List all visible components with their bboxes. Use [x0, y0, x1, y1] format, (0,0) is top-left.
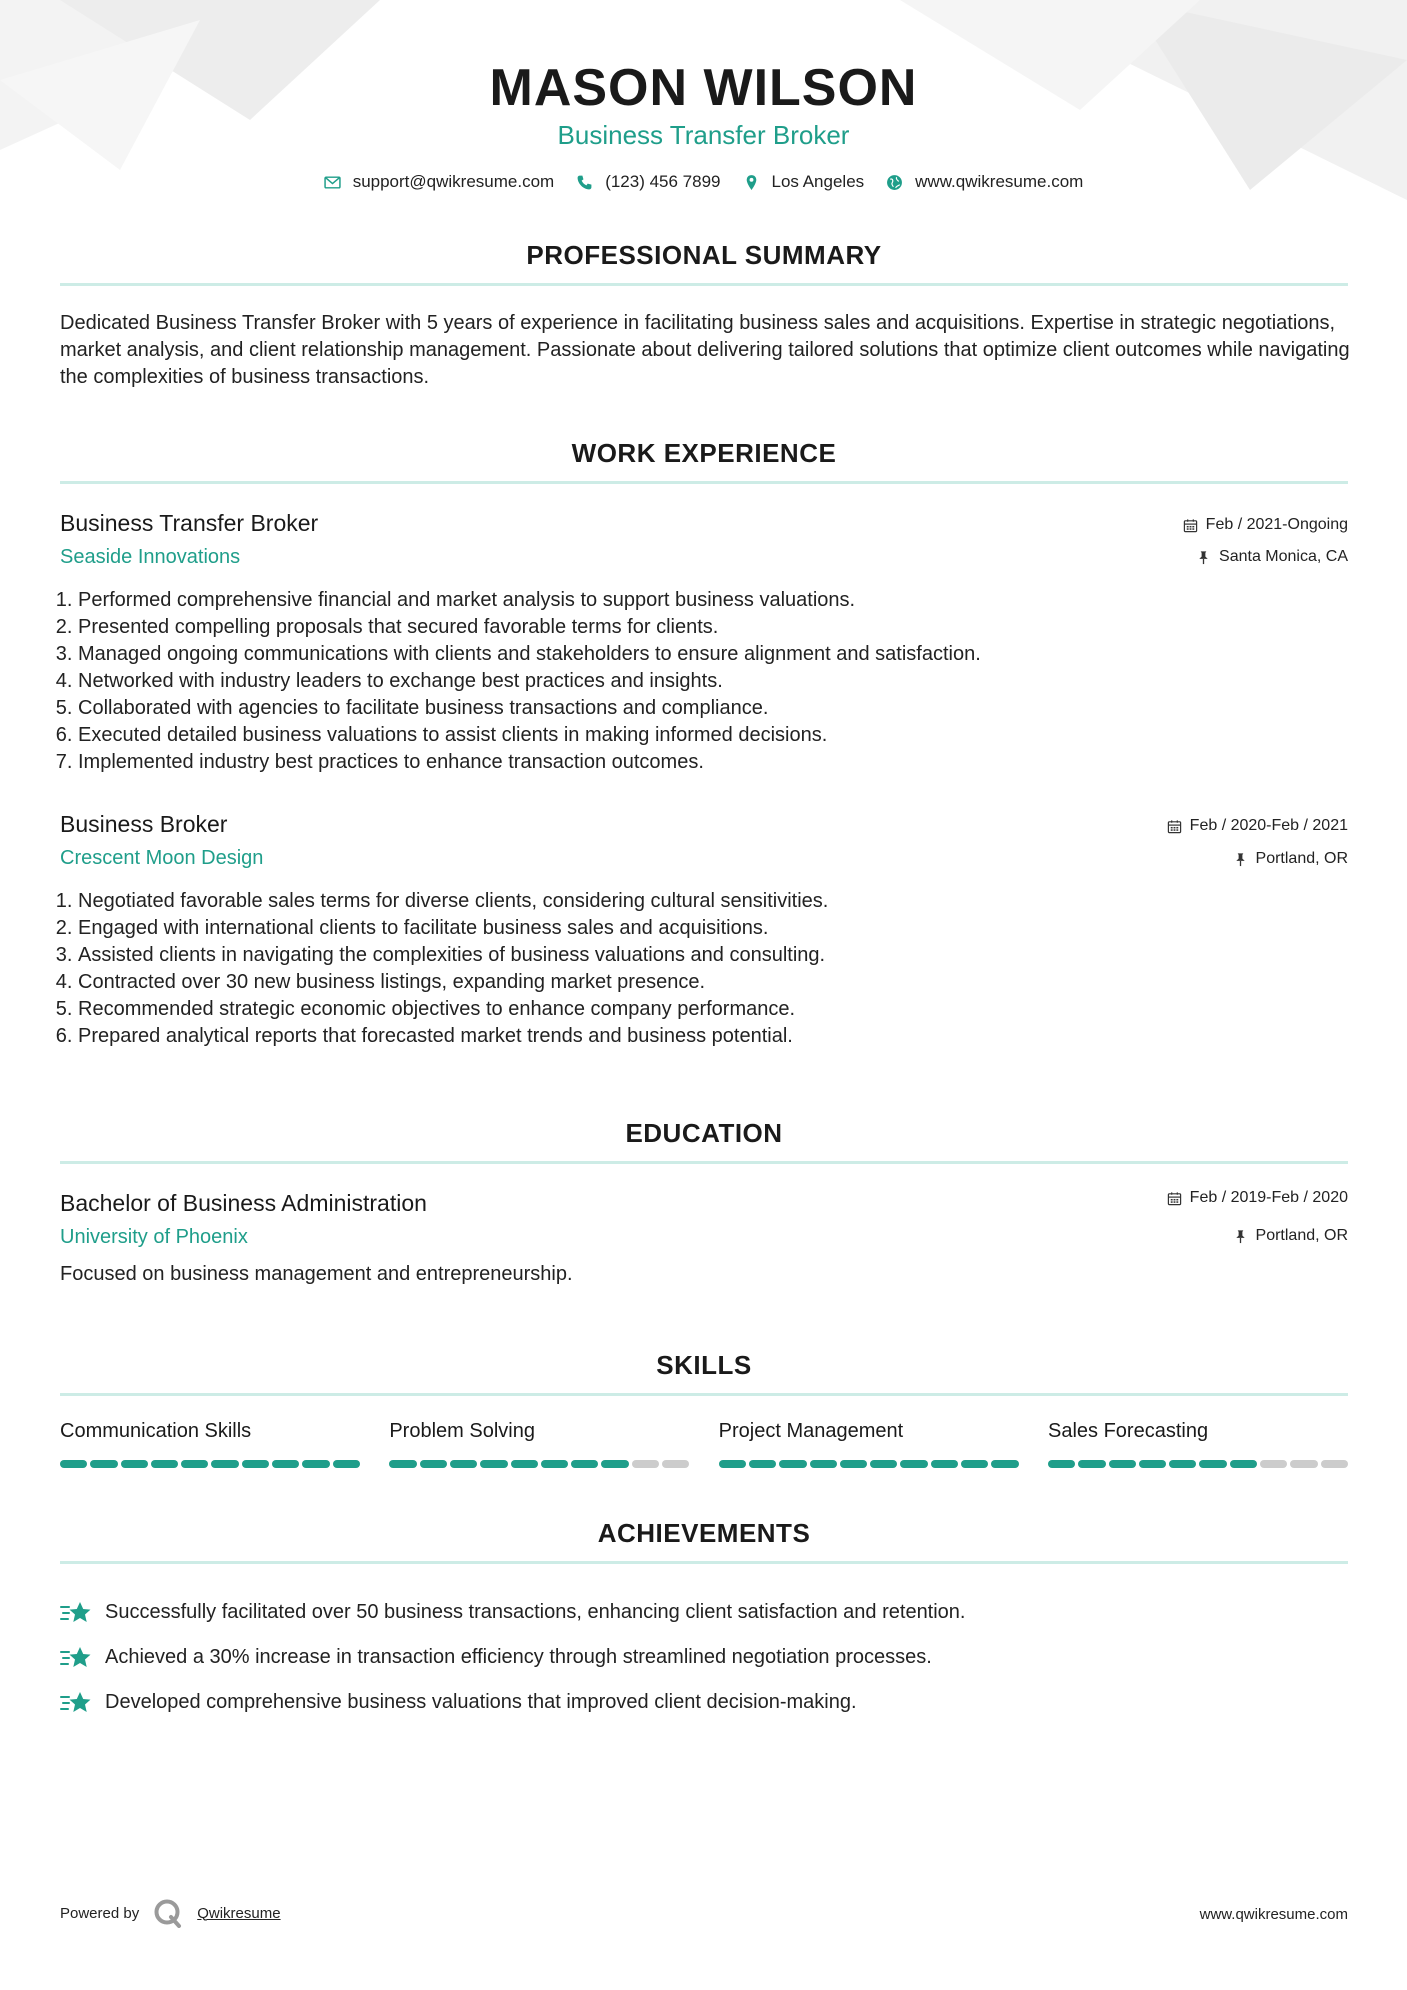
skill-level-segment-filled — [900, 1460, 927, 1468]
job-location-text: Portland, OR — [1255, 850, 1348, 867]
skill-level-segment-filled — [90, 1460, 117, 1468]
responsibility-item: 5. Collaborated with agencies to facilitate business transactions and compliance. — [78, 695, 1328, 722]
pushpin-icon — [1233, 1229, 1248, 1244]
skill-level-segment-filled — [1109, 1460, 1136, 1468]
job-responsibilities — [58, 587, 1328, 776]
job-dates-text: Feb / 2020-Feb / 2021 — [1189, 817, 1348, 834]
responsibility-item: 6. Prepared analytical reports that forecasted market trends and business potential. — [78, 1023, 1328, 1050]
skill-item — [1048, 1420, 1348, 1468]
contact-bar — [0, 172, 1407, 192]
section-heading-education: EDUCATION — [625, 1118, 783, 1148]
job-title: Business Broker — [60, 811, 228, 837]
contact-location — [743, 172, 865, 192]
globe-icon — [886, 174, 903, 191]
skill-level-segment-filled — [870, 1460, 897, 1468]
job-title: Business Transfer Broker — [60, 510, 319, 536]
responsibility-item: 3. Assisted clients in navigating the complexities of business valuations and consulting. — [78, 942, 1328, 969]
skill-level-segment-filled — [1078, 1460, 1105, 1468]
education-location-text: Portland, OR — [1255, 1227, 1348, 1244]
skill-level-segment-filled — [60, 1460, 87, 1468]
candidate-title: Business Transfer Broker — [557, 120, 850, 150]
skill-level-segment-filled — [302, 1460, 329, 1468]
skill-level-segment-filled — [571, 1460, 598, 1468]
star-achievement-icon — [60, 1599, 92, 1627]
skill-item — [60, 1420, 360, 1468]
qwikresume-logo-icon — [153, 1898, 183, 1928]
skill-level-segment-filled — [333, 1460, 360, 1468]
contact-phone[interactable] — [576, 172, 720, 192]
education-dates — [1167, 1189, 1348, 1207]
skill-name: Sales Forecasting — [1047, 1420, 1209, 1442]
job-location-text: Santa Monica, CA — [1219, 548, 1348, 565]
achievement-item — [60, 1590, 1350, 1635]
education-dates-text: Feb / 2019-Feb / 2020 — [1189, 1189, 1348, 1206]
skill-level-segment-empty — [662, 1460, 689, 1468]
location-text: Los Angeles — [771, 172, 865, 191]
phone-icon — [576, 174, 593, 191]
map-pin-icon — [743, 174, 760, 191]
responsibility-item: 1. Negotiated favorable sales terms for diverse clients, considering cultural sensitivities. — [78, 888, 1328, 915]
responsibility-item: 7. Implemented industry best practices to enhance transaction outcomes. — [78, 749, 1328, 776]
job-dates — [1183, 516, 1348, 534]
contact-email[interactable] — [324, 172, 555, 192]
star-achievement-icon — [60, 1644, 92, 1672]
pushpin-icon — [1233, 852, 1248, 867]
qwikresume-link[interactable]: Qwikresume — [197, 1904, 281, 1922]
skill-level-segment-empty — [632, 1460, 659, 1468]
skill-level-segment-filled — [211, 1460, 238, 1468]
skill-level-segment-filled — [1230, 1460, 1257, 1468]
section-divider — [60, 283, 1348, 286]
achievement-text: Developed comprehensive business valuations that improved client decision-making. — [105, 1691, 857, 1713]
skill-level-segment-filled — [389, 1460, 416, 1468]
calendar-icon — [1183, 518, 1198, 533]
responsibility-item: 4. Networked with industry leaders to exchange best practices and insights. — [78, 668, 1328, 695]
skill-level-segment-filled — [931, 1460, 958, 1468]
skill-level-segment-empty — [1290, 1460, 1317, 1468]
calendar-icon — [1167, 819, 1182, 834]
skill-level-segment-empty — [1260, 1460, 1287, 1468]
skill-level-segment-filled — [779, 1460, 806, 1468]
section-divider — [60, 1393, 1348, 1396]
skill-item — [389, 1420, 689, 1468]
skills-list — [60, 1420, 1348, 1468]
skill-name: Problem Solving — [389, 1420, 535, 1442]
skill-level-segment-filled — [480, 1460, 507, 1468]
job-location — [1196, 548, 1348, 566]
skill-level-segment-filled — [810, 1460, 837, 1468]
skill-level-segment-filled — [181, 1460, 208, 1468]
responsibility-item: 1. Performed comprehensive financial and market analysis to support business valuations. — [78, 587, 1328, 614]
skill-level-segment-filled — [1199, 1460, 1226, 1468]
skill-level-segment-filled — [151, 1460, 178, 1468]
skill-level-segment-filled — [511, 1460, 538, 1468]
skill-level-segment-filled — [1139, 1460, 1166, 1468]
skill-level-segment-filled — [450, 1460, 477, 1468]
education-description: Focused on business management and entrepreneurship. — [60, 1263, 573, 1285]
job-dates-text: Feb / 2021-Ongoing — [1205, 516, 1348, 533]
envelope-icon — [324, 174, 341, 191]
skill-level-segment-filled — [242, 1460, 269, 1468]
skill-level-segment-filled — [749, 1460, 776, 1468]
achievement-item — [60, 1635, 1350, 1680]
skill-name: Communication Skills — [60, 1420, 252, 1442]
skill-level-segment-filled — [991, 1460, 1018, 1468]
achievement-item — [60, 1680, 1350, 1725]
contact-website[interactable] — [886, 172, 1083, 192]
skill-level-segment-filled — [1169, 1460, 1196, 1468]
skill-item — [719, 1420, 1019, 1468]
phone-text: (123) 456 7899 — [605, 172, 721, 191]
skill-level-segment-filled — [272, 1460, 299, 1468]
section-divider — [60, 1561, 1348, 1564]
responsibility-item: 4. Contracted over 30 new business listings, expanding market presence. — [78, 969, 1328, 996]
section-divider — [60, 481, 1348, 484]
skill-level-segment-empty — [1321, 1460, 1348, 1468]
job-dates — [1167, 817, 1348, 835]
skill-level-segment-filled — [840, 1460, 867, 1468]
responsibility-item: 5. Recommended strategic economic objectives to enhance company performance. — [78, 996, 1328, 1023]
summary-text: Dedicated Business Transfer Broker with 5 years of experience in facilitating business sales and acquisitions. Expertise in strategic negotiations, market analysis, and client relationship management. Passionate about delivering tailored solutions that optimize client outcomes while navigating the complexities of business transactions. — [60, 312, 1350, 388]
job-responsibilities — [58, 888, 1328, 1050]
skill-level-segment-filled — [601, 1460, 628, 1468]
responsibility-item: 2. Engaged with international clients to facilitate business sales and acquisitions. — [78, 915, 1328, 942]
skill-level-segment-filled — [420, 1460, 447, 1468]
achievement-text: Achieved a 30% increase in transaction efficiency through streamlined negotiation processes. — [105, 1646, 932, 1668]
responsibility-item: 2. Presented compelling proposals that secured favorable terms for clients. — [78, 614, 1328, 641]
skill-level-segment-filled — [719, 1460, 746, 1468]
education-location — [1233, 1227, 1348, 1245]
section-heading-experience: WORK EXPERIENCE — [571, 438, 837, 468]
achievement-text: Successfully facilitated over 50 business transactions, enhancing client satisfaction and retention. — [105, 1601, 966, 1623]
skill-level-bar — [719, 1460, 1019, 1468]
skill-level-segment-filled — [1048, 1460, 1075, 1468]
degree-title: Bachelor of Business Administration — [60, 1190, 427, 1216]
skill-level-bar — [389, 1460, 689, 1468]
section-heading-skills: SKILLS — [656, 1350, 752, 1380]
footer-powered-by — [60, 1898, 281, 1928]
star-achievement-icon — [60, 1689, 92, 1717]
skill-level-segment-filled — [541, 1460, 568, 1468]
section-heading-achievements: ACHIEVEMENTS — [597, 1518, 811, 1548]
powered-by-text: Powered by — [60, 1904, 140, 1922]
calendar-icon — [1167, 1191, 1182, 1206]
company-name: Crescent Moon Design — [60, 847, 264, 869]
school-name: University of Phoenix — [60, 1226, 248, 1248]
candidate-name: MASON WILSON — [489, 59, 918, 117]
section-divider — [60, 1161, 1348, 1164]
company-name: Seaside Innovations — [60, 546, 241, 568]
footer-website[interactable]: www.qwikresume.com — [1199, 1906, 1348, 1923]
website-text: www.qwikresume.com — [915, 172, 1084, 191]
skill-name: Project Management — [718, 1420, 904, 1442]
skill-level-segment-filled — [121, 1460, 148, 1468]
section-heading-summary: PROFESSIONAL SUMMARY — [526, 240, 882, 270]
achievements-list — [60, 1590, 1350, 1725]
responsibility-item: 6. Executed detailed business valuations to assist clients in making informed decisions. — [78, 722, 1328, 749]
email-text: support@qwikresume.com — [352, 172, 555, 191]
responsibility-item: 3. Managed ongoing communications with clients and stakeholders to ensure alignment and satisfaction. — [78, 641, 1328, 668]
pushpin-icon — [1196, 550, 1211, 565]
skill-level-bar — [1048, 1460, 1348, 1468]
skill-level-bar — [60, 1460, 360, 1468]
skill-level-segment-filled — [961, 1460, 988, 1468]
job-location — [1233, 850, 1348, 868]
